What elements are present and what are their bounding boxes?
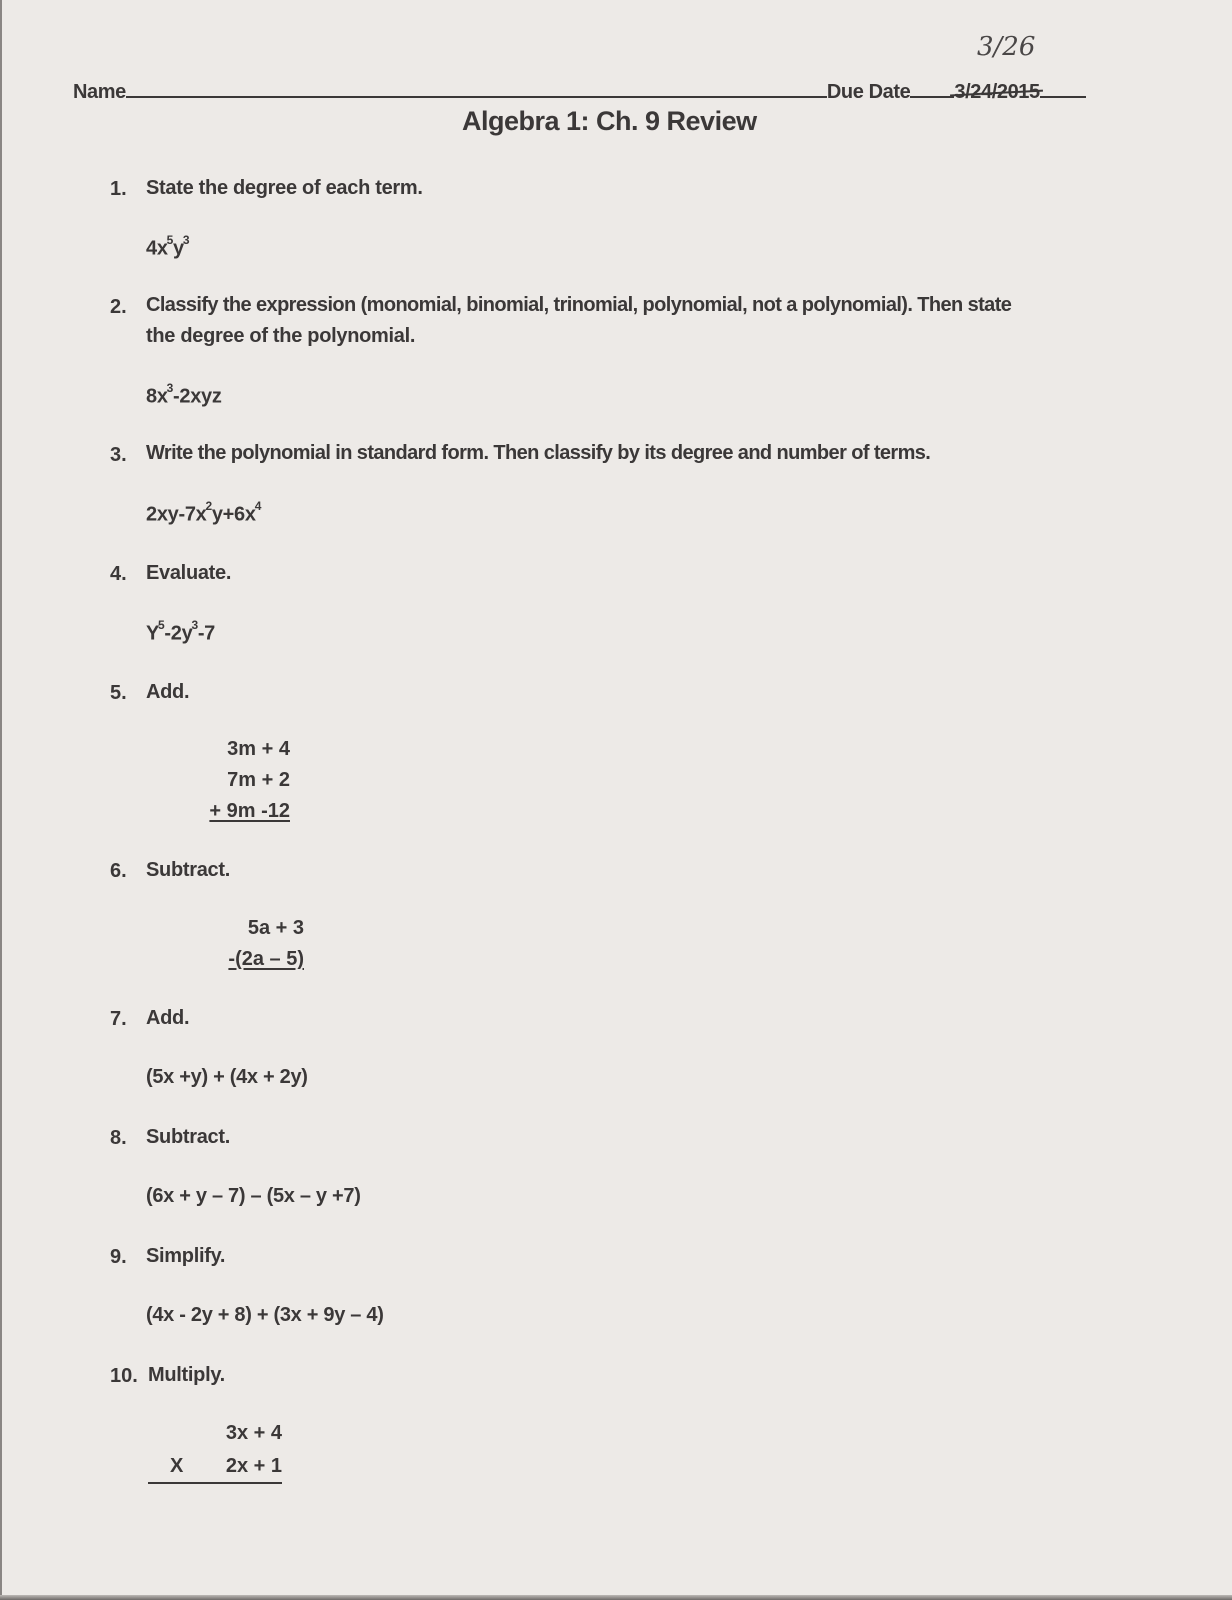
multiplier: 2x + 1: [225, 1455, 282, 1477]
question-2-prompt-line1: Classify the expression (monomial, binomial, trinomial, polynomial, not a polynomial). Then state: [146, 294, 1012, 316]
question-2-number: 2.: [110, 296, 127, 318]
times-sign: X: [170, 1455, 184, 1477]
question-3-prompt: Write the polynomial in standard form. Then classify by its degree and number of terms.: [146, 442, 931, 464]
question-8-expression: (6x + y – 7) – (5x – y +7): [146, 1185, 361, 1207]
minuend: 5a + 3: [247, 917, 304, 939]
due-date-blank-right: [1040, 78, 1086, 98]
question-5-stack: [190, 738, 290, 831]
name-blank: [126, 78, 827, 98]
due-date-label: Due Date: [826, 81, 911, 103]
question-10-stack: [148, 1422, 282, 1484]
question-7-expression: (5x +y) + (4x + 2y): [146, 1066, 308, 1088]
question-9-prompt: Simplify.: [146, 1245, 226, 1267]
name-field: [73, 78, 1086, 104]
multiplicand: 3x + 4: [225, 1422, 282, 1444]
scan-edge-left: [0, 0, 2, 1600]
multiplier-row: [148, 1453, 282, 1484]
question-2-expression: $8x^3-2xyz$: [146, 381, 222, 408]
question-8-number: 8.: [110, 1127, 127, 1149]
question-6-prompt: Subtract.: [146, 859, 230, 881]
question-5-prompt: Add.: [146, 681, 190, 703]
question-3-expression: $2xy-7x^2y+6x^4$: [146, 499, 262, 526]
question-4-prompt: Evaluate.: [146, 562, 232, 584]
question-10-prompt: Multiply.: [148, 1364, 225, 1386]
question-6-number: 6.: [110, 860, 127, 882]
scan-edge-bottom: [0, 1595, 1232, 1600]
addend-1: 3m + 4: [227, 738, 290, 760]
question-5-number: 5.: [110, 682, 127, 704]
question-6-stack: [212, 917, 304, 979]
question-10-number: 10.: [110, 1365, 138, 1387]
due-date-handwritten: 3/26: [977, 32, 1036, 62]
page-title: Algebra 1: Ch. 9 Review: [462, 106, 757, 136]
due-date-original: 3/24/2015: [954, 81, 1040, 103]
addend-3: + 9m -12: [209, 800, 290, 822]
question-1-number: 1.: [110, 178, 127, 200]
addend-2: 7m + 2: [227, 769, 290, 791]
subtrahend: -(2a – 5): [228, 948, 304, 970]
name-label: Name: [73, 81, 126, 103]
question-2-prompt-line2: the degree of the polynomial.: [146, 325, 416, 347]
question-9-number: 9.: [110, 1246, 127, 1268]
question-4-number: 4.: [110, 563, 127, 585]
question-4-expression: $Y^5-2y^3-7$: [146, 618, 215, 645]
question-8-prompt: Subtract.: [146, 1126, 230, 1148]
question-1-expression: $4x^5y^3$: [146, 233, 190, 260]
question-9-expression: (4x - 2y + 8) + (3x + 9y – 4): [146, 1304, 384, 1326]
question-1-prompt: State the degree of each term.: [146, 177, 423, 199]
question-7-prompt: Add.: [146, 1007, 190, 1029]
question-3-number: 3.: [110, 444, 127, 466]
due-date-blank-left: [910, 78, 954, 98]
question-7-number: 7.: [110, 1008, 127, 1030]
